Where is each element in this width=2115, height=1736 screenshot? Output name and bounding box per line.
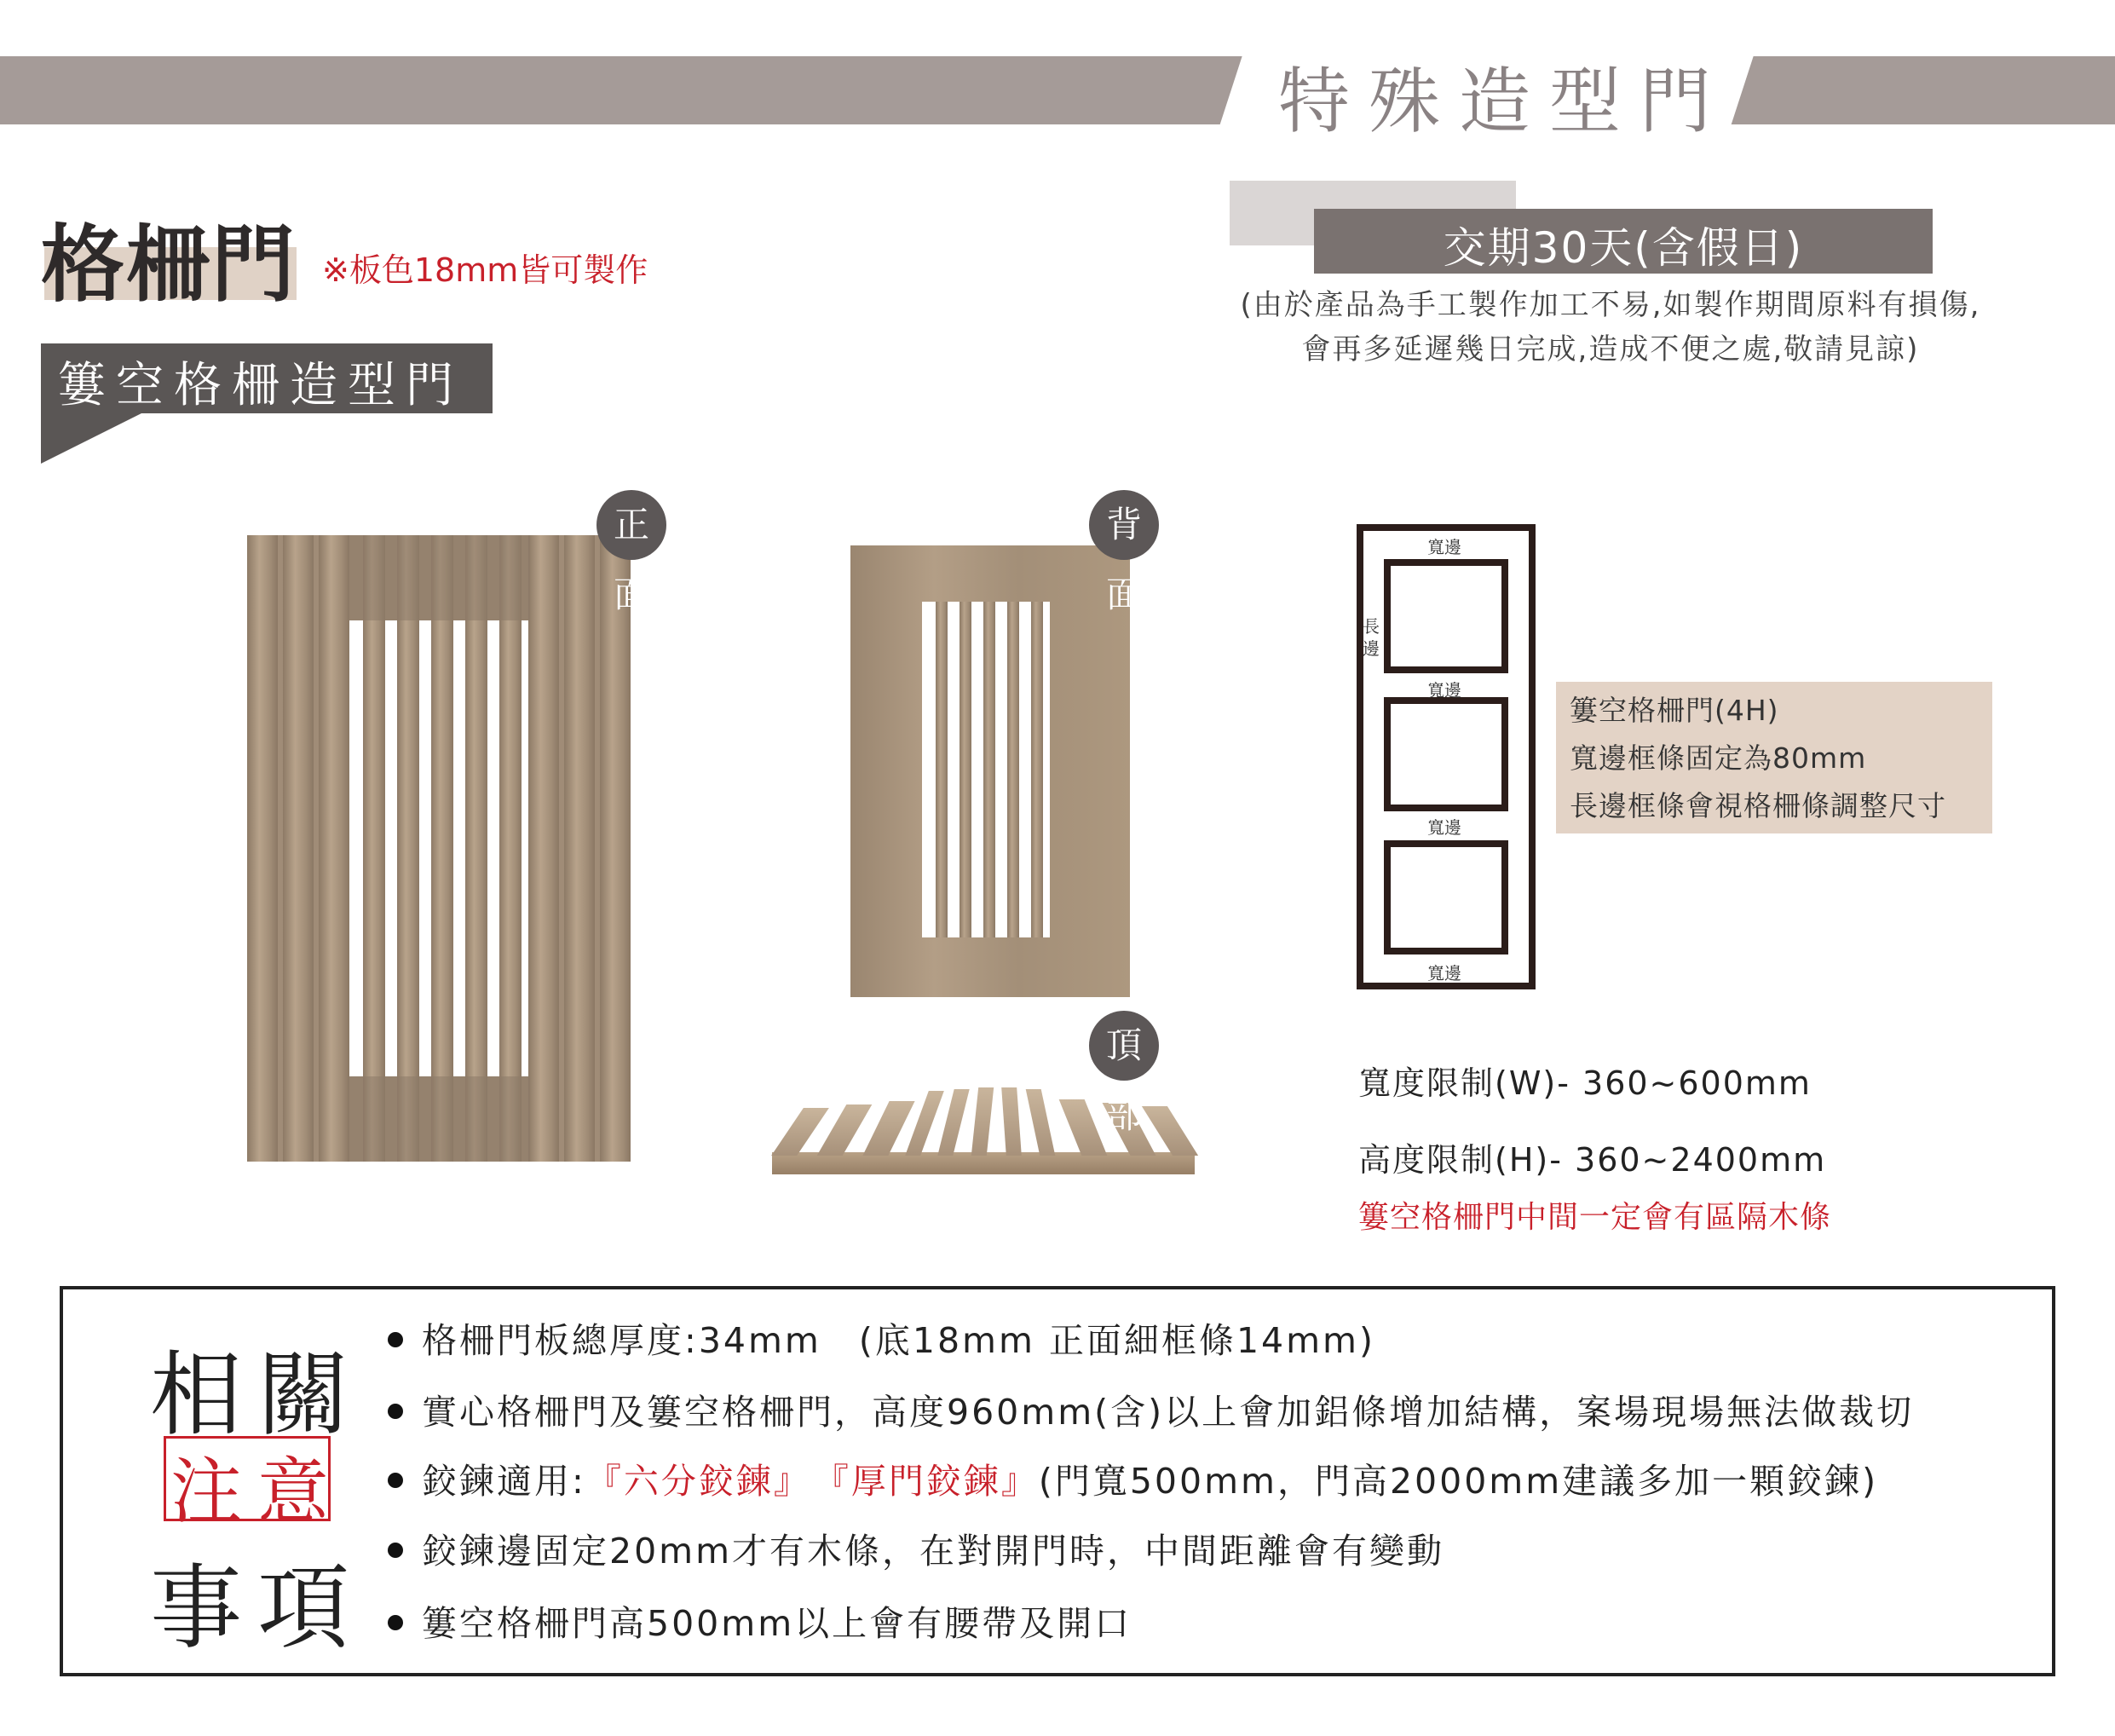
note-item-4: 鉸鍊邊固定20mm才有木條，在對開門時，中間距離會有變動 — [388, 1523, 1444, 1573]
diagram-info-line-1: 簍空格柵門(4H) — [1570, 694, 1779, 727]
divider-warning: 簍空格柵門中間一定會有區隔木條 — [1358, 1200, 1832, 1235]
diagram-width-label-2: 寬邊 — [1427, 680, 1461, 701]
notes-heading-line2: 注意 — [170, 1450, 345, 1533]
diagram-info-line-3: 長邊框條會視格柵條調整尺寸 — [1570, 789, 1946, 822]
back-door-photo — [850, 545, 1130, 997]
delivery-note-line1: (由於產品為手工製作加工不易,如製作期間原料有損傷, — [1240, 288, 1981, 322]
note-item-5: 簍空格柵門高500mm以上會有腰帶及開口 — [388, 1595, 1132, 1646]
diagram-info-line-2: 寬邊框條固定為80mm — [1570, 741, 1867, 775]
bullet-icon — [388, 1473, 403, 1488]
notes-heading-line3: 事項 — [150, 1555, 366, 1662]
header-bar — [0, 56, 2115, 124]
height-limit: 高度限制(H)- 360~2400mm — [1358, 1141, 1827, 1179]
diagram-width-label-1: 寬邊 — [1427, 537, 1461, 557]
subtitle-arrow — [41, 412, 143, 464]
note-item-3: 鉸鍊適用:『六分鉸鍊』 『厚門鉸鍊』(門寬500mm，門高2000mm建議多加一顆鉸鍊) — [388, 1453, 1878, 1503]
page-title: 格柵門 — [41, 216, 297, 314]
bullet-icon — [388, 1332, 403, 1347]
hinge-suffix: (門寬500mm，門高2000mm建議多加一顆鉸鍊) — [1038, 1461, 1879, 1502]
front-door-photo — [247, 535, 631, 1162]
back-label: 背面 — [1089, 490, 1159, 560]
header-title: 特殊造型門 — [1277, 60, 1730, 143]
subtitle: 簍空格柵造型門 — [58, 358, 464, 413]
bullet-icon — [388, 1543, 403, 1558]
diagram-panel-2 — [1384, 697, 1508, 811]
diagram-panel-1 — [1384, 559, 1508, 673]
note-item-1: 格柵門板總厚度:34mm (底18mm 正面細框條14mm) — [388, 1312, 1375, 1363]
hinge-option-1: 『六分鉸鍊』 — [585, 1461, 794, 1502]
front-label: 正面 — [596, 490, 666, 560]
width-limit: 寬度限制(W)- 360~600mm — [1358, 1064, 1812, 1102]
diagram-panel-3 — [1384, 840, 1508, 955]
delivery-label: 交期30天(含假日) — [1443, 223, 1804, 273]
top-label: 頂部 — [1089, 1011, 1159, 1081]
delivery-note-line2: 會再多延遲幾日完成,造成不便之處,敬請見諒) — [1301, 332, 1920, 366]
note-item-2: 實心格柵門及簍空格柵門，高度960mm(含)以上會加鋁條增加結構，案場現場無法做裁切 — [388, 1384, 1914, 1434]
hinge-option-2: 『厚門鉸鍊』 — [831, 1461, 1039, 1502]
diagram-width-label-4: 寬邊 — [1427, 963, 1461, 983]
notes-heading-line1: 相關 — [150, 1342, 366, 1449]
bullet-icon — [388, 1404, 403, 1419]
bullet-icon — [388, 1615, 403, 1630]
diagram-length-label: 長邊 — [1363, 616, 1380, 659]
diagram-width-label-3: 寬邊 — [1427, 817, 1461, 838]
material-note: ※板色18mm皆可製作 — [322, 251, 648, 289]
